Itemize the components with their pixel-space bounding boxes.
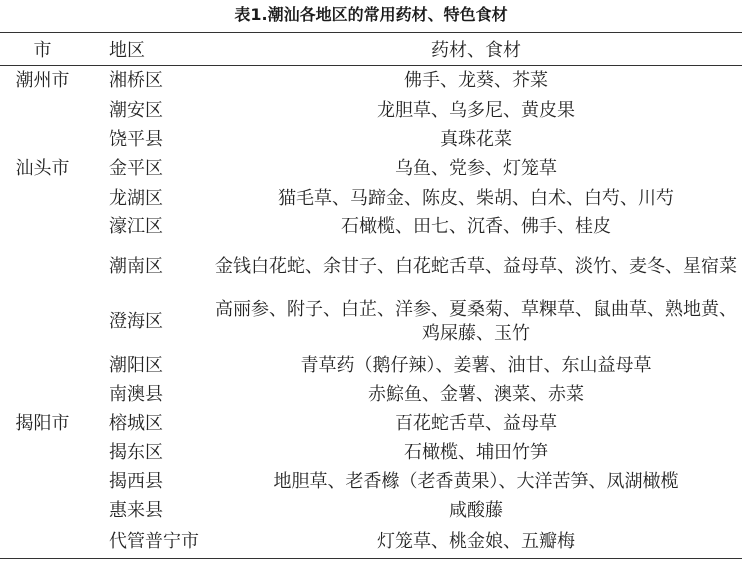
- city-cell: [0, 525, 85, 559]
- district-cell: 代管普宁市: [85, 525, 210, 559]
- district-cell: 榕城区: [109, 412, 163, 434]
- city-cell: [0, 351, 85, 380]
- header-district: 地区: [85, 33, 210, 66]
- district-cell: 湘桥区: [109, 69, 163, 91]
- table-row: [0, 126, 742, 154]
- herbs-cell: 青草药（鹅仔辣）、姜薯、油甘、东山益母草: [300, 354, 652, 376]
- table-row: [0, 496, 742, 525]
- table-row: [0, 409, 742, 438]
- city-cell: 潮州市: [15, 69, 70, 91]
- herbs-cell: 灯笼草、桃金娘、五瓣梅: [210, 525, 742, 559]
- herbs-cell: 石橄榄、田七、沉香、佛手、桂皮: [341, 216, 611, 237]
- table-row: [0, 95, 742, 126]
- table-row: [0, 467, 742, 496]
- table-row: [0, 351, 742, 380]
- table-row: [0, 525, 742, 559]
- table-row: [0, 438, 742, 467]
- city-cell: [0, 95, 85, 126]
- district-cell: 澄海区: [109, 310, 163, 332]
- district-cell: 潮南区: [109, 255, 163, 277]
- city-cell: 汕头市: [15, 158, 70, 179]
- table-title: 表1.潮汕各地区的常用药材、特色食材: [234, 5, 508, 24]
- herbs-cell: 真珠花菜: [440, 129, 512, 150]
- table-row: [0, 213, 742, 241]
- herb-table: [0, 32, 742, 559]
- header-herbs: 药材、食材: [210, 33, 742, 66]
- district-cell: 惠来县: [109, 499, 163, 521]
- district-cell: 饶平县: [109, 129, 163, 150]
- city-cell: [0, 496, 85, 525]
- herbs-cell: 咸酸藤: [449, 499, 503, 521]
- district-cell: 南澳县: [109, 383, 163, 405]
- city-cell: [0, 126, 85, 154]
- table-row: [0, 66, 742, 96]
- table-row: [0, 292, 742, 351]
- city-cell: [0, 467, 85, 496]
- district-cell: 揭西县: [109, 470, 163, 492]
- district-cell: 龙湖区: [109, 187, 163, 209]
- herbs-cell: 乌鱼、党参、灯笼草: [395, 158, 557, 179]
- herbs-cell: 金钱白花蛇、余甘子、白花蛇舌草、益母草、淡竹、麦冬、星宿菜: [215, 255, 737, 277]
- city-cell: [0, 292, 85, 351]
- table-row: [0, 184, 742, 213]
- header-row: [0, 33, 742, 66]
- city-cell: [0, 380, 85, 409]
- city-cell: [0, 184, 85, 213]
- herbs-cell: 猫毛草、马蹄金、陈皮、柴胡、白术、白芍、川芍: [278, 187, 674, 209]
- herbs-cell: 地胆草、老香橼（老香黄果）、大洋苦笋、凤湖橄榄: [273, 470, 679, 492]
- district-cell: 潮阳区: [109, 354, 163, 376]
- district-cell: 濠江区: [109, 216, 163, 237]
- table-row: [0, 154, 742, 184]
- city-cell: [0, 213, 85, 241]
- table-row: [0, 241, 742, 292]
- district-cell: 揭东区: [109, 441, 163, 463]
- district-cell: 金平区: [109, 158, 163, 179]
- district-cell: 潮安区: [109, 99, 163, 121]
- table-body: [0, 66, 742, 559]
- city-cell: [0, 438, 85, 467]
- table-row: [0, 380, 742, 409]
- city-cell: [0, 241, 85, 292]
- herbs-cell: 石橄榄、埔田竹笋: [404, 441, 548, 463]
- city-cell: 揭阳市: [15, 412, 70, 434]
- herbs-cell: 百花蛇舌草、益母草: [395, 412, 557, 434]
- herbs-cell: 佛手、龙葵、芥菜: [404, 69, 548, 91]
- herbs-cell: 高丽参、附子、白芷、洋参、夏桑菊、草粿草、鼠曲草、熟地黄、鸡屎藤、玉竹: [215, 298, 737, 344]
- herbs-cell: 龙胆草、乌多尼、黄皮果: [377, 99, 575, 121]
- header-city: 市: [0, 33, 85, 66]
- herbs-cell: 赤鯮鱼、金薯、澳菜、赤菜: [368, 383, 584, 405]
